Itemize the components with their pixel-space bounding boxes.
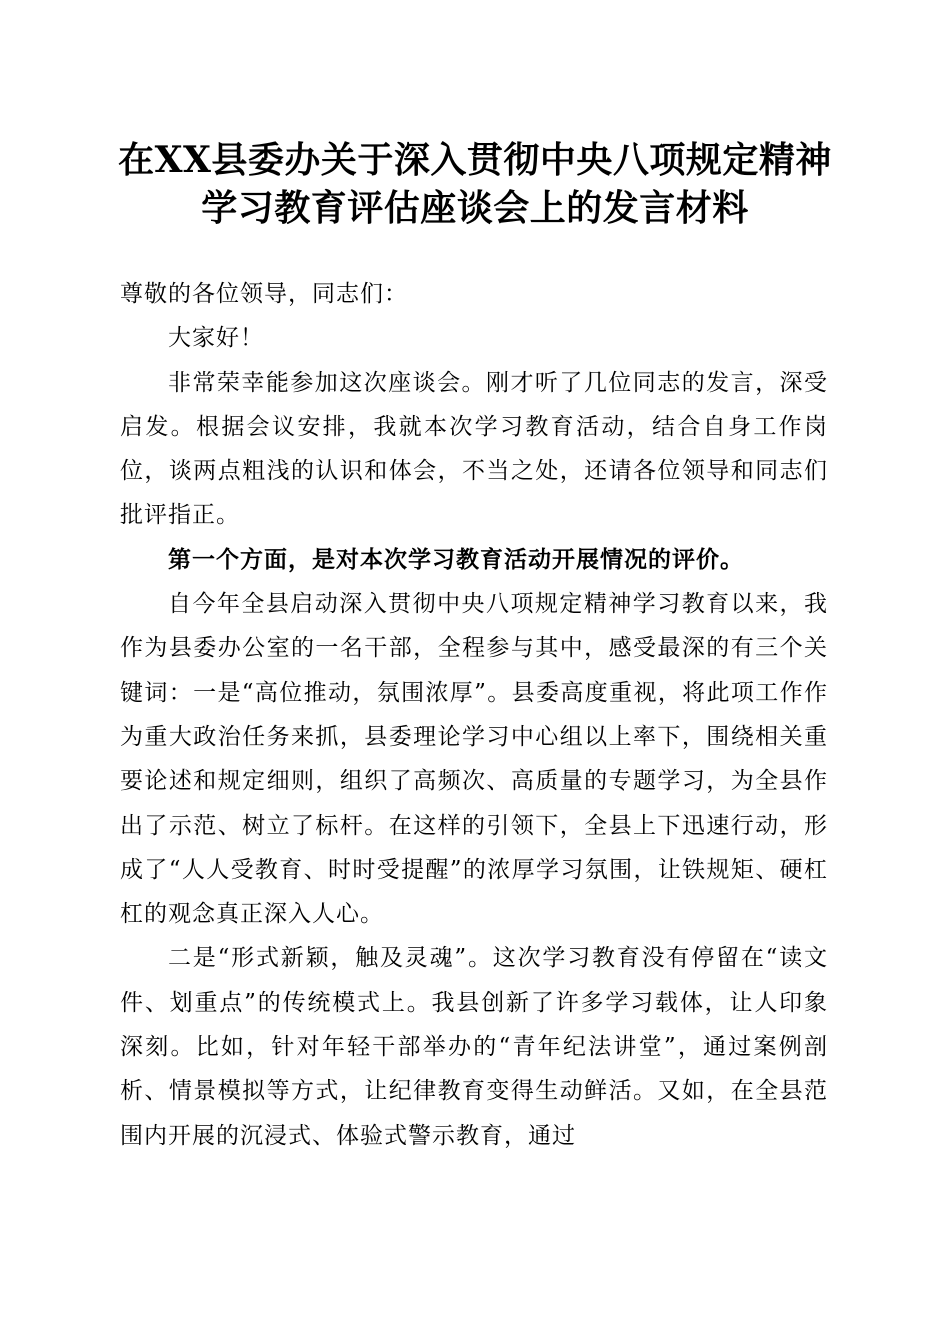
paragraph-intro: 非常荣幸能参加这次座谈会。刚才听了几位同志的发言，深受启发。根据会议安排，我就本次学习教育活动，结合自身工作岗位，谈两点粗浅的认识和体会，不当之处，还请各位领导和同志们批评指正。 — [120, 369, 828, 529]
title-line-2: 学习教育评估座谈会上的发言材料 — [201, 187, 749, 229]
document-body — [120, 272, 828, 1158]
paragraph-keyword-2: 二是“形式新颖，触及灵魂”。这次学习教育没有停留在“读文件、划重点”的传统模式上。我县创新了许多学习载体，让人印象深刻。比如，针对年轻干部举办的“青年纪法讲堂”，通过案例剖析、情景模拟等方式，让纪律教育变得生动鲜活。又如，在全县范围内开展的沉浸式、体验式警示教育，通过 — [120, 945, 828, 1149]
paragraph-keyword-1: 自今年全县启动深入贯彻中央八项规定精神学习教育以来，我作为县委办公室的一名干部，全程参与其中，感受最深的有三个关键词：一是“高位推动，氛围浓厚”。县委高度重视，将此项工作作为重大政治任务来抓，县委理论学习中心组以上率下，围绕相关重要论述和规定细则，组织了高频次、高质量的专题学习，为全县作出了示范、树立了标杆。在这样的引领下，全县上下迅速行动，形成了“人人受教育、时时受提醒”的浓厚学习氛围，让铁规矩、硬杠杠的观念真正深入人心。 — [120, 591, 828, 928]
greeting: 大家好！ — [168, 325, 264, 352]
section-heading-1: 第一个方面，是对本次学习教育活动开展情况的评价。 — [168, 545, 744, 573]
document-title — [100, 136, 850, 232]
salutation: 尊敬的各位领导，同志们： — [120, 281, 408, 307]
title-line-1: 在XX县委办关于深入贯彻中央八项规定精神 — [118, 139, 832, 181]
